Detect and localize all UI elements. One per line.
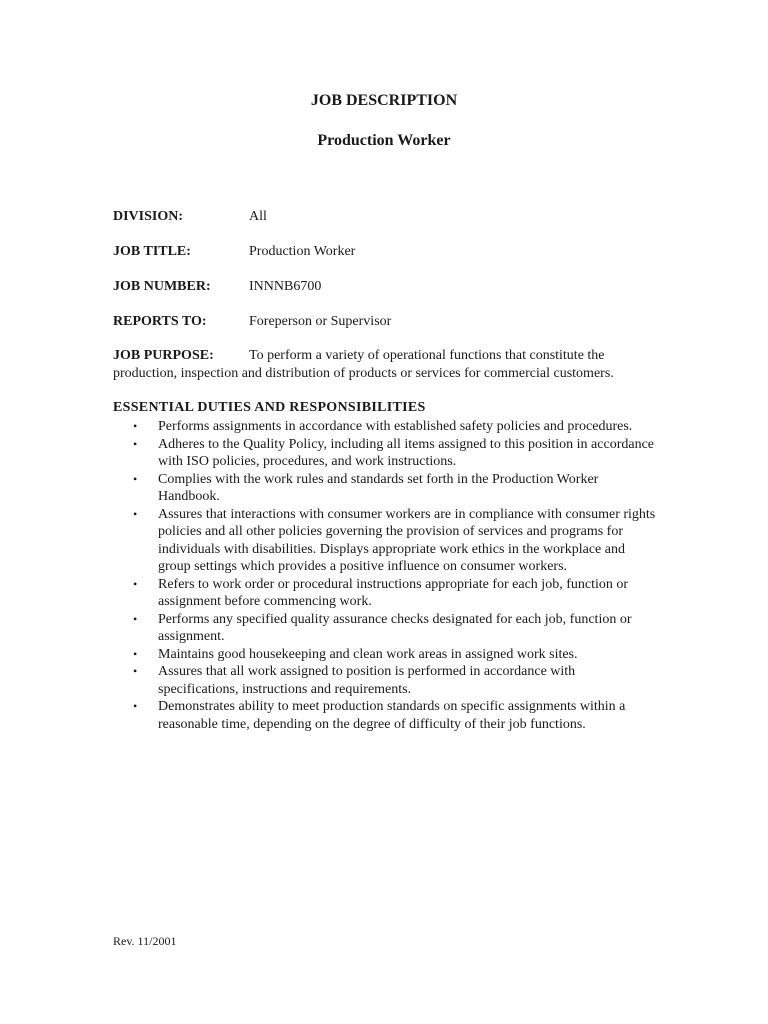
duties-list: [113, 418, 658, 733]
duty-text: Assures that interactions with consumer workers are in compliance with consumer rights policies and all other policies governing the provision of services and programs for individuals with disabilities. Displays appropriate work ethics in the workplace and group settings which provides a positive influence on consumer workers.: [158, 506, 656, 574]
bullet-icon: •: [133, 506, 138, 521]
field-job-title-value: Production Worker: [249, 244, 356, 259]
duties-heading: ESSENTIAL DUTIES AND RESPONSIBILITIES: [113, 400, 426, 415]
field-division-value: All: [249, 209, 267, 224]
duty-text: Adheres to the Quality Policy, including all items assigned to this position in accordance with ISO policies, procedures, and work instructions.: [158, 436, 654, 469]
duty-text: Performs assignments in accordance with established safety policies and procedures.: [158, 419, 633, 434]
duty-item: [113, 611, 658, 646]
field-reports-to: [113, 313, 673, 331]
bullet-icon: •: [133, 436, 138, 451]
duty-item: [113, 663, 658, 698]
bullet-icon: •: [133, 664, 138, 678]
duty-item: [113, 436, 658, 471]
job-purpose-text: To perform a variety of operational functions that constitute the production, inspection and distribution of products or services for commercial customers.: [113, 348, 614, 381]
duty-text: Refers to work order or procedural instructions appropriate for each job, function or assignment before commencing work.: [158, 576, 629, 609]
bullet-icon: •: [133, 646, 138, 661]
duty-item: [113, 698, 658, 733]
field-job-number: [113, 278, 673, 296]
duty-item: [113, 471, 658, 506]
duty-text: Performs any specified quality assurance checks designated for each job, function or assignment.: [158, 611, 632, 644]
field-reports-to-label: REPORTS TO:: [113, 314, 207, 329]
duty-text: Demonstrates ability to meet production standards on specific assignments within a reasonable time, depending on the degree of difficulty of their job functions.: [158, 699, 626, 732]
field-job-title: [113, 243, 673, 261]
field-job-number-value: INNNB6700: [249, 279, 322, 294]
job-purpose: [113, 347, 661, 383]
bullet-icon: •: [133, 699, 138, 713]
document-subtitle: Production Worker: [317, 132, 451, 149]
bullet-icon: •: [133, 471, 138, 486]
duty-item: [113, 506, 658, 576]
bullet-icon: •: [133, 419, 138, 433]
duty-text: Maintains good housekeeping and clean work areas in assigned work sites.: [158, 646, 578, 662]
field-job-number-label: JOB NUMBER:: [113, 279, 211, 294]
revision-note: Rev. 11/2001: [113, 934, 177, 948]
field-reports-to-value: Foreperson or Supervisor: [249, 314, 392, 329]
duty-text: Complies with the work rules and standards set forth in the Production Worker Handbook.: [158, 471, 599, 504]
duty-text: Assures that all work assigned to position is performed in accordance with specifications, instructions and requirements.: [158, 664, 576, 697]
field-division-label: DIVISION:: [113, 209, 184, 224]
field-division: [113, 208, 673, 226]
duty-item: [113, 646, 658, 664]
duty-item: [113, 418, 658, 436]
job-purpose-label: JOB PURPOSE:: [113, 348, 214, 363]
bullet-icon: •: [133, 611, 138, 626]
field-job-title-label: JOB TITLE:: [113, 244, 191, 259]
duty-item: [113, 576, 658, 611]
bullet-icon: •: [133, 576, 138, 591]
document-title: JOB DESCRIPTION: [310, 92, 458, 109]
